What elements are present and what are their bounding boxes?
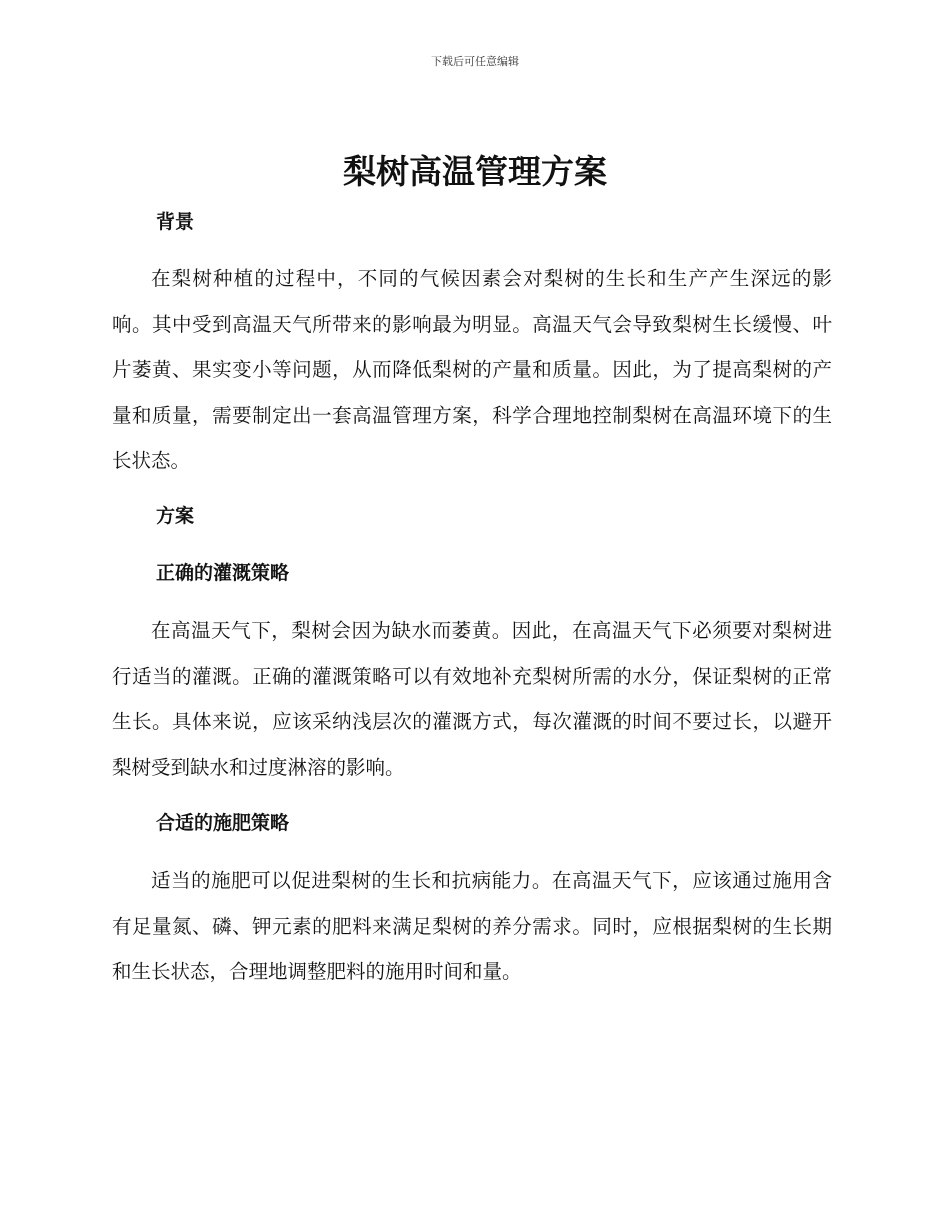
- section-heading-irrigation: 正确的灌溉策略: [156, 562, 290, 584]
- section-heading-background: 背景: [156, 211, 195, 233]
- section-paragraph-fertilizer: 适当的施肥可以促进梨树的生长和抗病能力。在高温天气下，应该通过施用含有足量氮、磷、钾元素的肥料来满足梨树的养分需求。同时，应根据梨树的生长期和生长状态，合理地调整肥料的施用时间和量。: [112, 869, 832, 984]
- page-header-note: 下载后可任意编辑: [431, 55, 519, 68]
- section-paragraph-background: 在梨树种植的过程中，不同的气候因素会对梨树的生长和生产产生深远的影响。其中受到高温天气所带来的影响最为明显。高温天气会导致梨树生长缓慢、叶片萎黄、果实变小等问题，从而降低梨树的产量和质量。因此，为了提高梨树的产量和质量，需要制定出一套高温管理方案，科学合理地控制梨树在高温环境下的生长状态。: [112, 267, 832, 473]
- section-heading-plan: 方案: [156, 505, 195, 527]
- document-title: 梨树高温管理方案: [343, 152, 607, 191]
- section-heading-fertilizer: 合适的施肥策略: [156, 812, 290, 834]
- section-paragraph-irrigation: 在高温天气下，梨树会因为缺水而萎黄。因此，在高温天气下必须要对梨树进行适当的灌溉。正确的灌溉策略可以有效地补充梨树所需的水分，保证梨树的正常生长。具体来说，应该采纳浅层次的灌溉方式，每次灌溉的时间不要过长，以避开梨树受到缺水和过度淋溶的影响。: [112, 619, 832, 779]
